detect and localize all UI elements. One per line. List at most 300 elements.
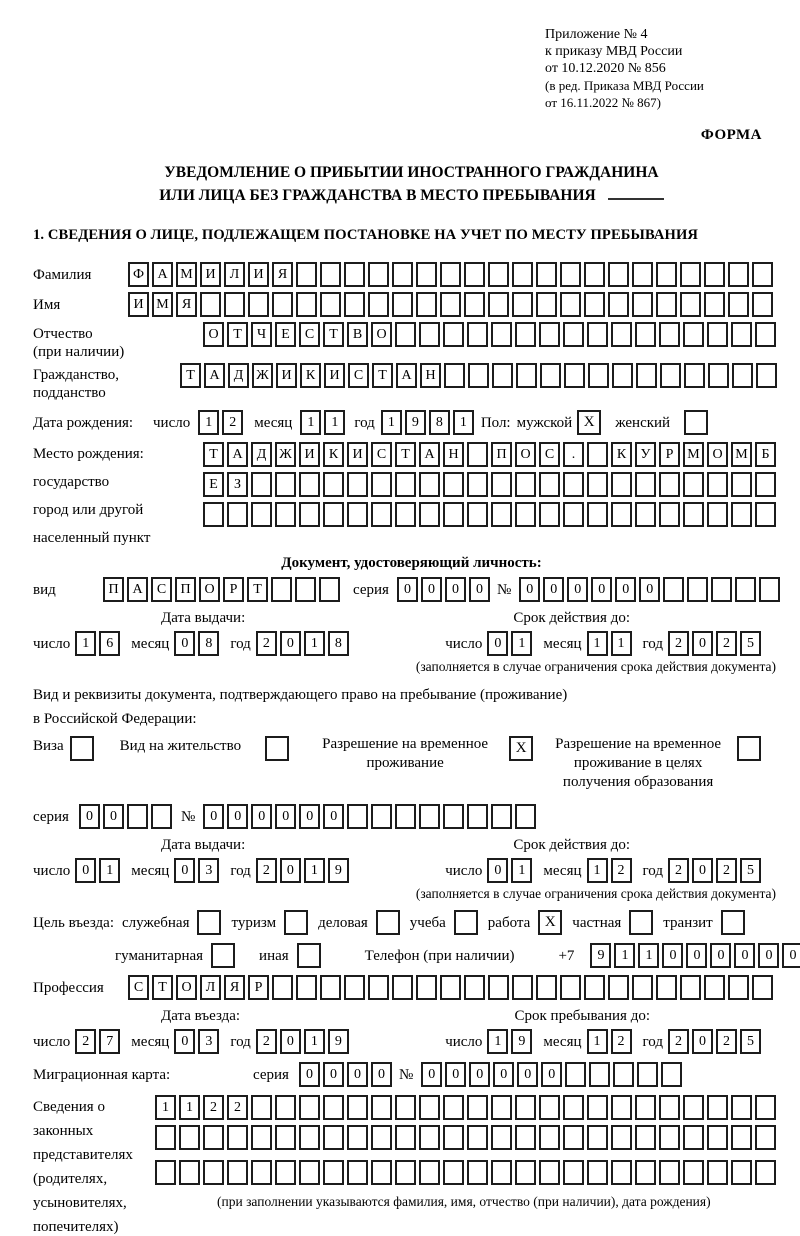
char-cell[interactable] [560, 262, 581, 287]
char-cell[interactable] [636, 363, 657, 388]
char-cell[interactable]: Д [228, 363, 249, 388]
char-cell[interactable]: Т [180, 363, 201, 388]
char-cell[interactable]: 2 [716, 631, 737, 656]
char-cell[interactable]: 0 [280, 858, 301, 883]
char-cell[interactable]: 5 [740, 1029, 761, 1054]
char-cell[interactable]: К [323, 442, 344, 467]
char-cell[interactable]: 2 [716, 1029, 737, 1054]
char-cell[interactable] [608, 292, 629, 317]
char-cell[interactable]: 7 [99, 1029, 120, 1054]
char-cell[interactable] [683, 1095, 704, 1120]
char-cell[interactable] [608, 975, 629, 1000]
char-cell[interactable]: 3 [198, 858, 219, 883]
char-cell[interactable] [320, 262, 341, 287]
purpose-humanitarian-checkbox[interactable] [211, 943, 235, 968]
char-cell[interactable] [251, 1095, 272, 1120]
char-cell[interactable]: 0 [567, 577, 588, 602]
char-cell[interactable] [707, 1160, 728, 1185]
char-cell[interactable]: Т [203, 442, 224, 467]
char-cell[interactable]: 0 [519, 577, 540, 602]
char-cell[interactable]: 0 [421, 577, 442, 602]
char-cell[interactable]: 2 [222, 410, 243, 435]
char-cell[interactable]: 1 [304, 858, 325, 883]
char-cell[interactable] [565, 1062, 586, 1087]
char-cell[interactable]: 0 [591, 577, 612, 602]
char-cell[interactable]: П [491, 442, 512, 467]
char-cell[interactable]: 0 [103, 804, 124, 829]
char-cell[interactable] [347, 502, 368, 527]
char-cell[interactable] [395, 502, 416, 527]
char-cell[interactable]: 1 [324, 410, 345, 435]
char-cell[interactable] [684, 363, 705, 388]
char-cell[interactable] [419, 1095, 440, 1120]
char-cell[interactable]: С [348, 363, 369, 388]
char-cell[interactable] [587, 1095, 608, 1120]
char-cell[interactable] [248, 292, 269, 317]
char-cell[interactable] [323, 1095, 344, 1120]
purpose-tourism-checkbox[interactable] [284, 910, 308, 935]
char-cell[interactable] [251, 472, 272, 497]
char-cell[interactable] [443, 322, 464, 347]
char-cell[interactable] [392, 262, 413, 287]
char-cell[interactable]: 0 [692, 631, 713, 656]
char-cell[interactable]: У [635, 442, 656, 467]
char-cell[interactable] [728, 262, 749, 287]
char-cell[interactable]: С [539, 442, 560, 467]
char-cell[interactable]: 5 [740, 858, 761, 883]
char-cell[interactable] [732, 363, 753, 388]
char-cell[interactable]: 1 [587, 1029, 608, 1054]
char-cell[interactable]: 0 [734, 943, 755, 968]
char-cell[interactable]: 1 [587, 858, 608, 883]
char-cell[interactable] [464, 975, 485, 1000]
char-cell[interactable]: 0 [299, 1062, 320, 1087]
char-cell[interactable] [635, 1125, 656, 1150]
char-cell[interactable] [756, 363, 777, 388]
char-cell[interactable] [539, 502, 560, 527]
char-cell[interactable] [491, 1160, 512, 1185]
char-cell[interactable] [659, 322, 680, 347]
sex-male-checkbox[interactable]: X [577, 410, 601, 435]
char-cell[interactable] [683, 322, 704, 347]
char-cell[interactable] [491, 804, 512, 829]
char-cell[interactable] [656, 975, 677, 1000]
char-cell[interactable] [275, 1160, 296, 1185]
char-cell[interactable] [251, 1160, 272, 1185]
char-cell[interactable] [272, 975, 293, 1000]
char-cell[interactable]: . [563, 442, 584, 467]
char-cell[interactable] [419, 472, 440, 497]
char-cell[interactable]: Ч [251, 322, 272, 347]
char-cell[interactable] [323, 472, 344, 497]
char-cell[interactable] [395, 804, 416, 829]
char-cell[interactable] [275, 472, 296, 497]
char-cell[interactable] [755, 1095, 776, 1120]
char-cell[interactable]: 3 [198, 1029, 219, 1054]
char-cell[interactable]: 0 [487, 631, 508, 656]
char-cell[interactable] [368, 975, 389, 1000]
char-cell[interactable] [752, 262, 773, 287]
char-cell[interactable]: 0 [445, 577, 466, 602]
residence-permit-checkbox[interactable] [265, 736, 289, 761]
char-cell[interactable] [179, 1125, 200, 1150]
char-cell[interactable]: 0 [469, 1062, 490, 1087]
char-cell[interactable] [443, 472, 464, 497]
char-cell[interactable] [704, 975, 725, 1000]
char-cell[interactable] [227, 502, 248, 527]
char-cell[interactable]: 0 [782, 943, 800, 968]
char-cell[interactable]: Д [251, 442, 272, 467]
char-cell[interactable]: 1 [75, 631, 96, 656]
char-cell[interactable] [347, 804, 368, 829]
char-cell[interactable] [467, 1125, 488, 1150]
char-cell[interactable] [731, 1125, 752, 1150]
char-cell[interactable]: И [276, 363, 297, 388]
char-cell[interactable] [395, 1160, 416, 1185]
char-cell[interactable]: 0 [174, 858, 195, 883]
char-cell[interactable] [536, 975, 557, 1000]
char-cell[interactable] [323, 502, 344, 527]
char-cell[interactable]: 1 [453, 410, 474, 435]
char-cell[interactable] [443, 502, 464, 527]
char-cell[interactable]: Я [224, 975, 245, 1000]
char-cell[interactable]: 1 [487, 1029, 508, 1054]
char-cell[interactable] [536, 292, 557, 317]
char-cell[interactable] [635, 502, 656, 527]
char-cell[interactable] [464, 292, 485, 317]
char-cell[interactable] [344, 975, 365, 1000]
char-cell[interactable]: Т [323, 322, 344, 347]
char-cell[interactable]: Н [420, 363, 441, 388]
char-cell[interactable]: П [175, 577, 196, 602]
char-cell[interactable] [275, 1095, 296, 1120]
char-cell[interactable] [395, 1125, 416, 1150]
char-cell[interactable] [488, 292, 509, 317]
char-cell[interactable]: О [203, 322, 224, 347]
char-cell[interactable] [392, 292, 413, 317]
char-cell[interactable] [659, 1125, 680, 1150]
char-cell[interactable]: 0 [79, 804, 100, 829]
char-cell[interactable]: Ф [128, 262, 149, 287]
char-cell[interactable] [416, 975, 437, 1000]
char-cell[interactable] [635, 1095, 656, 1120]
char-cell[interactable]: 5 [740, 631, 761, 656]
char-cell[interactable] [632, 975, 653, 1000]
char-cell[interactable] [416, 262, 437, 287]
char-cell[interactable] [683, 472, 704, 497]
char-cell[interactable] [632, 292, 653, 317]
char-cell[interactable]: 0 [615, 577, 636, 602]
char-cell[interactable] [704, 292, 725, 317]
char-cell[interactable] [275, 502, 296, 527]
char-cell[interactable] [491, 472, 512, 497]
char-cell[interactable]: 0 [543, 577, 564, 602]
char-cell[interactable] [344, 292, 365, 317]
char-cell[interactable] [368, 292, 389, 317]
char-cell[interactable] [588, 363, 609, 388]
char-cell[interactable]: 2 [203, 1095, 224, 1120]
char-cell[interactable] [251, 1125, 272, 1150]
char-cell[interactable]: 9 [511, 1029, 532, 1054]
char-cell[interactable] [512, 262, 533, 287]
char-cell[interactable]: С [371, 442, 392, 467]
char-cell[interactable]: 1 [179, 1095, 200, 1120]
char-cell[interactable]: 0 [493, 1062, 514, 1087]
char-cell[interactable]: Р [248, 975, 269, 1000]
char-cell[interactable] [608, 262, 629, 287]
char-cell[interactable] [272, 292, 293, 317]
char-cell[interactable] [635, 1160, 656, 1185]
char-cell[interactable]: Т [395, 442, 416, 467]
char-cell[interactable] [584, 975, 605, 1000]
char-cell[interactable]: 0 [517, 1062, 538, 1087]
char-cell[interactable]: И [248, 262, 269, 287]
char-cell[interactable] [467, 1160, 488, 1185]
char-cell[interactable] [347, 1160, 368, 1185]
char-cell[interactable]: Е [275, 322, 296, 347]
char-cell[interactable] [515, 322, 536, 347]
char-cell[interactable]: Т [152, 975, 173, 1000]
char-cell[interactable] [443, 1160, 464, 1185]
char-cell[interactable] [395, 472, 416, 497]
char-cell[interactable] [347, 472, 368, 497]
char-cell[interactable] [663, 577, 684, 602]
char-cell[interactable]: О [707, 442, 728, 467]
char-cell[interactable]: 0 [323, 1062, 344, 1087]
char-cell[interactable] [467, 322, 488, 347]
char-cell[interactable] [563, 502, 584, 527]
char-cell[interactable] [563, 1160, 584, 1185]
char-cell[interactable]: 0 [692, 1029, 713, 1054]
char-cell[interactable] [587, 502, 608, 527]
purpose-business-checkbox[interactable] [376, 910, 400, 935]
char-cell[interactable] [271, 577, 292, 602]
char-cell[interactable]: 9 [328, 1029, 349, 1054]
char-cell[interactable] [516, 363, 537, 388]
char-cell[interactable] [755, 1160, 776, 1185]
char-cell[interactable] [683, 1160, 704, 1185]
char-cell[interactable] [296, 975, 317, 1000]
char-cell[interactable] [687, 577, 708, 602]
char-cell[interactable] [584, 262, 605, 287]
char-cell[interactable] [347, 1125, 368, 1150]
char-cell[interactable] [731, 322, 752, 347]
char-cell[interactable]: О [371, 322, 392, 347]
char-cell[interactable] [539, 472, 560, 497]
char-cell[interactable]: 2 [611, 858, 632, 883]
char-cell[interactable]: Я [272, 262, 293, 287]
char-cell[interactable]: 2 [256, 858, 277, 883]
char-cell[interactable] [680, 262, 701, 287]
char-cell[interactable]: 6 [99, 631, 120, 656]
char-cell[interactable]: 0 [692, 858, 713, 883]
char-cell[interactable] [468, 363, 489, 388]
char-cell[interactable]: 0 [710, 943, 731, 968]
char-cell[interactable] [613, 1062, 634, 1087]
char-cell[interactable]: Ж [252, 363, 273, 388]
char-cell[interactable] [659, 502, 680, 527]
char-cell[interactable] [467, 502, 488, 527]
char-cell[interactable] [347, 1095, 368, 1120]
char-cell[interactable]: Т [372, 363, 393, 388]
char-cell[interactable] [467, 1095, 488, 1120]
char-cell[interactable]: 2 [668, 1029, 689, 1054]
char-cell[interactable]: 1 [300, 410, 321, 435]
char-cell[interactable]: 1 [304, 631, 325, 656]
char-cell[interactable] [515, 502, 536, 527]
char-cell[interactable]: 1 [587, 631, 608, 656]
char-cell[interactable]: 0 [639, 577, 660, 602]
char-cell[interactable]: А [396, 363, 417, 388]
char-cell[interactable]: 0 [323, 804, 344, 829]
char-cell[interactable]: 0 [251, 804, 272, 829]
char-cell[interactable] [416, 292, 437, 317]
char-cell[interactable] [488, 975, 509, 1000]
char-cell[interactable] [512, 292, 533, 317]
char-cell[interactable] [127, 804, 148, 829]
char-cell[interactable] [683, 502, 704, 527]
char-cell[interactable]: М [683, 442, 704, 467]
char-cell[interactable] [299, 502, 320, 527]
char-cell[interactable] [368, 262, 389, 287]
char-cell[interactable]: 9 [590, 943, 611, 968]
char-cell[interactable]: И [128, 292, 149, 317]
char-cell[interactable]: 0 [275, 804, 296, 829]
char-cell[interactable] [707, 1125, 728, 1150]
char-cell[interactable]: 0 [397, 577, 418, 602]
char-cell[interactable] [560, 975, 581, 1000]
char-cell[interactable]: 1 [614, 943, 635, 968]
char-cell[interactable] [491, 1095, 512, 1120]
char-cell[interactable]: А [204, 363, 225, 388]
char-cell[interactable]: 0 [662, 943, 683, 968]
char-cell[interactable]: 1 [99, 858, 120, 883]
char-cell[interactable] [371, 1125, 392, 1150]
char-cell[interactable] [515, 1160, 536, 1185]
char-cell[interactable] [731, 1160, 752, 1185]
char-cell[interactable] [251, 502, 272, 527]
visa-checkbox[interactable] [70, 736, 94, 761]
char-cell[interactable]: К [611, 442, 632, 467]
char-cell[interactable] [467, 442, 488, 467]
char-cell[interactable] [539, 1160, 560, 1185]
rvp-checkbox[interactable]: X [509, 736, 533, 761]
char-cell[interactable] [200, 292, 221, 317]
char-cell[interactable]: 1 [511, 631, 532, 656]
char-cell[interactable] [203, 502, 224, 527]
char-cell[interactable] [683, 1125, 704, 1150]
char-cell[interactable] [564, 363, 585, 388]
char-cell[interactable] [179, 1160, 200, 1185]
char-cell[interactable] [612, 363, 633, 388]
char-cell[interactable]: З [227, 472, 248, 497]
char-cell[interactable] [731, 472, 752, 497]
char-cell[interactable]: 0 [421, 1062, 442, 1087]
char-cell[interactable] [539, 1095, 560, 1120]
char-cell[interactable]: О [176, 975, 197, 1000]
char-cell[interactable] [611, 1125, 632, 1150]
char-cell[interactable] [536, 262, 557, 287]
char-cell[interactable]: 0 [758, 943, 779, 968]
char-cell[interactable] [711, 577, 732, 602]
char-cell[interactable]: 0 [487, 858, 508, 883]
char-cell[interactable]: Л [200, 975, 221, 1000]
char-cell[interactable]: 0 [280, 1029, 301, 1054]
char-cell[interactable] [275, 1125, 296, 1150]
char-cell[interactable] [635, 472, 656, 497]
char-cell[interactable] [224, 292, 245, 317]
char-cell[interactable] [611, 1095, 632, 1120]
char-cell[interactable]: О [199, 577, 220, 602]
char-cell[interactable] [563, 1125, 584, 1150]
char-cell[interactable] [467, 472, 488, 497]
char-cell[interactable] [371, 804, 392, 829]
char-cell[interactable] [203, 1160, 224, 1185]
char-cell[interactable] [660, 363, 681, 388]
char-cell[interactable]: 2 [256, 1029, 277, 1054]
char-cell[interactable] [371, 1160, 392, 1185]
char-cell[interactable] [515, 1125, 536, 1150]
char-cell[interactable]: И [324, 363, 345, 388]
char-cell[interactable] [637, 1062, 658, 1087]
purpose-private-checkbox[interactable] [629, 910, 653, 935]
char-cell[interactable] [752, 292, 773, 317]
char-cell[interactable] [515, 804, 536, 829]
char-cell[interactable]: 0 [541, 1062, 562, 1087]
char-cell[interactable]: 2 [668, 631, 689, 656]
char-cell[interactable] [320, 292, 341, 317]
char-cell[interactable]: А [227, 442, 248, 467]
char-cell[interactable] [632, 262, 653, 287]
char-cell[interactable]: 8 [328, 631, 349, 656]
purpose-transit-checkbox[interactable] [721, 910, 745, 935]
char-cell[interactable] [755, 472, 776, 497]
char-cell[interactable] [443, 1125, 464, 1150]
char-cell[interactable] [707, 472, 728, 497]
char-cell[interactable] [440, 975, 461, 1000]
char-cell[interactable]: О [515, 442, 536, 467]
char-cell[interactable] [371, 472, 392, 497]
char-cell[interactable] [708, 363, 729, 388]
char-cell[interactable] [227, 1160, 248, 1185]
char-cell[interactable] [392, 975, 413, 1000]
char-cell[interactable] [491, 502, 512, 527]
char-cell[interactable] [587, 322, 608, 347]
char-cell[interactable] [492, 363, 513, 388]
char-cell[interactable]: М [731, 442, 752, 467]
char-cell[interactable]: 0 [371, 1062, 392, 1087]
char-cell[interactable] [659, 472, 680, 497]
char-cell[interactable]: 0 [469, 577, 490, 602]
char-cell[interactable]: 2 [75, 1029, 96, 1054]
char-cell[interactable] [759, 577, 780, 602]
char-cell[interactable] [203, 1125, 224, 1150]
char-cell[interactable] [344, 262, 365, 287]
char-cell[interactable] [728, 292, 749, 317]
char-cell[interactable]: Я [176, 292, 197, 317]
char-cell[interactable]: 2 [716, 858, 737, 883]
char-cell[interactable] [155, 1160, 176, 1185]
char-cell[interactable] [323, 1160, 344, 1185]
char-cell[interactable] [155, 1125, 176, 1150]
char-cell[interactable]: 0 [174, 631, 195, 656]
char-cell[interactable] [296, 292, 317, 317]
char-cell[interactable]: Б [755, 442, 776, 467]
char-cell[interactable] [589, 1062, 610, 1087]
char-cell[interactable] [419, 1160, 440, 1185]
char-cell[interactable]: 1 [304, 1029, 325, 1054]
char-cell[interactable] [752, 975, 773, 1000]
